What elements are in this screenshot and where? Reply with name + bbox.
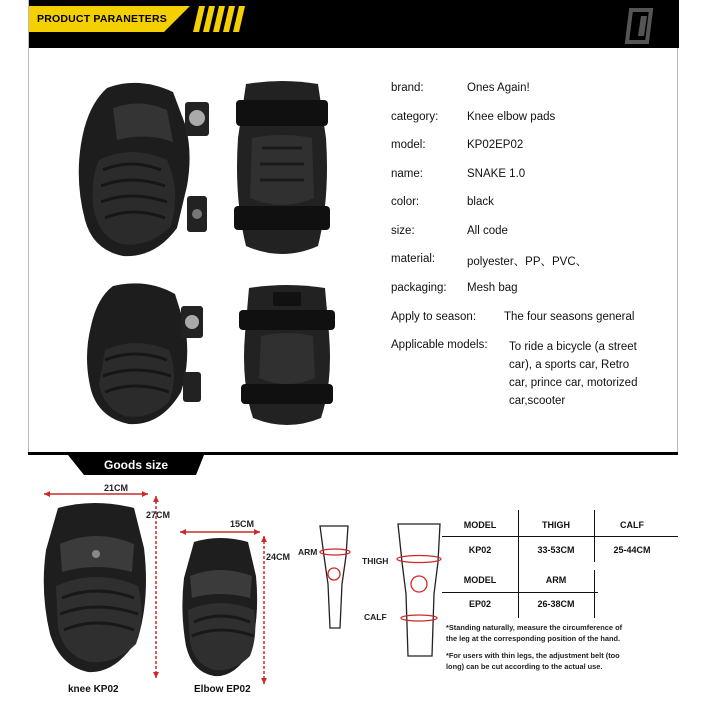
- spec-value: Mesh bag: [467, 282, 518, 294]
- brand-logo-icon: [617, 6, 667, 46]
- spec-value-models: [509, 338, 637, 410]
- size-table: [442, 510, 678, 620]
- table-divider: [594, 510, 595, 562]
- table-header-cell: ARM: [545, 575, 567, 585]
- table-header-cell: MODEL: [463, 520, 497, 530]
- table-cell: KP02: [468, 545, 492, 555]
- arm-label: ARM: [298, 547, 318, 557]
- knee-caption: knee KP02: [68, 684, 119, 695]
- table-divider: [594, 570, 595, 618]
- product-parameters-section: [28, 0, 678, 452]
- spec-label: Apply to season:: [391, 311, 477, 323]
- elbow-pad-back-photo: [229, 282, 344, 432]
- spec-label: size:: [391, 225, 415, 237]
- table-divider: [442, 592, 598, 593]
- arm-measure-diagram: [318, 522, 358, 632]
- measure-note: [446, 622, 682, 644]
- leg-measure-diagram: [394, 522, 446, 662]
- goods-size-section: [28, 452, 678, 705]
- note-line: *For users with thin legs, the adjustment belt (too: [446, 651, 620, 660]
- knee-pad-side-photo: [69, 78, 219, 268]
- elbow-height-label: 24CM: [266, 552, 291, 562]
- table-divider: [518, 510, 519, 618]
- elbow-pad-side-photo: [69, 280, 219, 432]
- product-parameters-title: PRODUCT PARANETERS: [37, 13, 167, 25]
- spec-label: material:: [391, 253, 436, 265]
- spec-value: SNAKE 1.0: [467, 168, 526, 180]
- models-line: car, prince car, motorized: [509, 377, 638, 389]
- knee-height-label: 27CM: [146, 510, 171, 520]
- knee-width-label: 21CM: [104, 483, 129, 493]
- models-line: car), a sports car, Retro: [509, 359, 630, 371]
- spec-label: color:: [391, 196, 420, 208]
- table-cell: 25-44CM: [613, 545, 651, 555]
- table-cell: EP02: [468, 599, 492, 609]
- note-line: long) can be cut according to the actual use.: [446, 662, 603, 672]
- spec-value: Ones Again!: [467, 82, 530, 94]
- models-line: car,scooter: [509, 395, 566, 407]
- belt-note: [446, 650, 682, 672]
- spec-label: Applicable models:: [391, 339, 488, 351]
- goods-size-title: Goods size: [104, 458, 169, 472]
- spec-value: KP02EP02: [467, 139, 524, 151]
- spec-label: category:: [391, 111, 439, 123]
- elbow-caption: Elbow EP02: [194, 684, 251, 695]
- slash-stripes-icon: [193, 6, 245, 32]
- table-header-cell: THIGH: [542, 520, 570, 530]
- knee-pad-back-photo: [222, 78, 342, 268]
- table-cell: 33-53CM: [537, 545, 575, 555]
- spec-value: black: [467, 196, 494, 208]
- elbow-width-label: 15CM: [230, 519, 255, 529]
- table-header-cell: CALF: [620, 520, 644, 530]
- spec-value: The four seasons general: [504, 311, 635, 323]
- note-line: *Standing naturally, measure the circumference of: [446, 623, 623, 632]
- spec-value: polyester、PP、PVC、: [467, 256, 588, 268]
- spec-value: Knee elbow pads: [467, 111, 556, 123]
- thigh-label: THIGH: [362, 556, 389, 566]
- spec-label: brand:: [391, 82, 424, 94]
- product-parameters-header: [29, 0, 679, 48]
- spec-label: packaging:: [391, 282, 447, 294]
- elbow-pad-size-photo: [176, 528, 276, 688]
- models-line: To ride a bicycle (a street: [509, 341, 637, 353]
- table-cell: 26-38CM: [537, 599, 575, 609]
- table-header-cell: MODEL: [463, 575, 497, 585]
- spec-value: All code: [467, 225, 508, 237]
- header-yellow-tab-tip: [164, 6, 190, 32]
- table-divider: [442, 536, 678, 537]
- note-line: the leg at the corresponding position of the hand.: [446, 634, 621, 644]
- calf-label: CALF: [364, 612, 387, 622]
- spec-label: model:: [391, 139, 426, 151]
- spec-label: name:: [391, 168, 423, 180]
